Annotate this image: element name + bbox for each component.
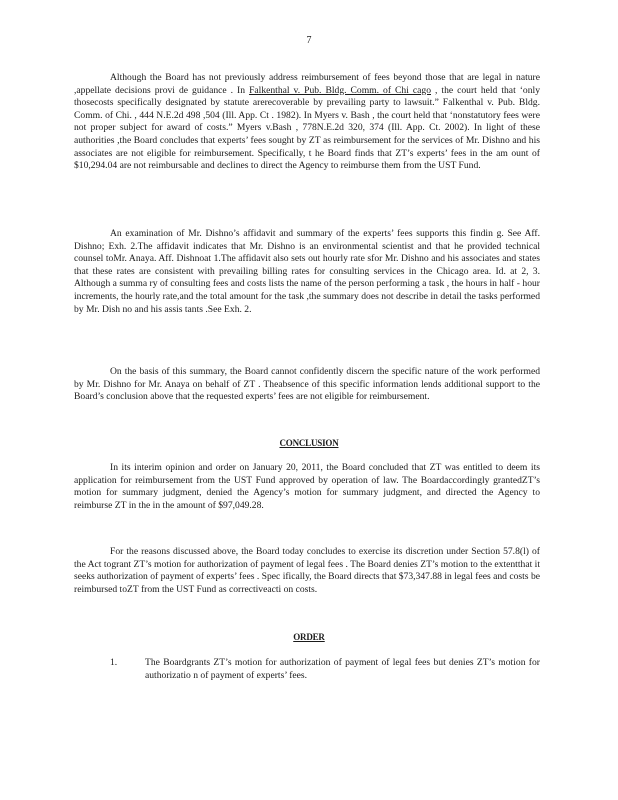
page-number: 7	[306, 35, 312, 46]
order-heading	[0, 631, 618, 644]
paragraph-reasons	[74, 546, 540, 596]
paragraph-text-pre: Although the Board has not previously address reimbursement of fees beyond those that are legal in nature ,appellate decisions provi de guidance . In	[74, 72, 540, 96]
paragraph-text: In its interim opinion and order on January 20, 2011, the Board concluded that ZT was entitled to deem its application for reimbursement from the UST Fund approved by operation of law. The Boardaccordingly grantedZT’s motion for summary judgment, denied the Agency’s motion for summary judgment, and directed the Agency to reimburse ZT in the in the amount of $97,049.28.	[74, 462, 540, 511]
paragraph-affidavit-examination	[74, 228, 540, 316]
paragraph-expert-fees-authority	[74, 72, 540, 173]
order-item-text: The Boardgrants ZT’s motion for authorization of payment of legal fees but denies ZT’s motion for authorizatio n of payment of experts’ fees.	[145, 657, 540, 681]
paragraph-summary-basis	[74, 366, 540, 404]
conclusion-heading	[0, 437, 618, 450]
case-citation: Falkenthal v. Pub. Bldg. Comm. of Chi cago	[249, 84, 431, 96]
paragraph-interim-opinion	[74, 462, 540, 512]
order-item-number: 1.	[110, 657, 118, 668]
paragraph-text: For the reasons discussed above, the Board today concludes to exercise its discretion under Section 57.8(l) of the Act togrant ZT’s motion for authorization of payment of legal fees . The Board denies ZT’s motion to the extentthat it seeks authorization of payment of experts’ fees . Spec ifically, the Board directs that $73,347.88 in legal fees and costs be reimbursed toZT from the UST Fund as correctiveacti on costs.	[74, 546, 540, 595]
paragraph-text: On the basis of this summary, the Board cannot confidently discern the specific nature of the work performed by Mr. Dishno for Mr. Anaya on behalf of ZT . Theabsence of this specific information lends additional support to the Board’s conclusion above that the requested experts’ fees are not eligible for reimbursement.	[74, 366, 540, 403]
order-heading-text: ORDER	[293, 632, 325, 642]
paragraph-text: An examination of Mr. Dishno’s affidavit and summary of the experts’ fees supports this findin g. See Aff. Dishno; Exh. 2.The affidavit indicates that Mr. Dishno is an environmental scientist and that he provided technical counsel toMr. Anaya. Aff. Dishnoat 1.The affidavit also sets out hourly rate sfor Mr. Dishno and his associates and states that these rates are consistent with prevailing billing rates for consulting services in the Chicago area. Id. at 2, 3. Although a summa ry of consulting fees and costs lists the name of the person performing a task , the hours in half - hour increments, the hourly rate,and the total amount for the task ,the summary does not describe in detail the tasks performed by Mr. Dish no and his assis tants .See Exh. 2.	[74, 228, 540, 315]
conclusion-heading-text: CONCLUSION	[279, 438, 339, 448]
paragraph-text-post: , the court held that ‘only thosecosts specifically designated by statute arerecoverable by prevailing party to lawsuit.” Falkenthal v. Pub. Bldg. Comm. of Chi. , 444 N.E.2d 498 ,504 (Ill. App. Ct . 1982). In Myers v. Bash , the court held that ‘nonstatutory fees were not proper subject for award of costs.” Myers v.Bash , 778N.E.2d 320, 374 (Ill. App. Ct. 2002). In light of these authorities ,the Board concludes that experts’ fees sought by ZT as reimbursement for the services of Mr. Dishno and his associates are not eligible for reimbursement. Specifically, t he Board finds that ZT’s experts’ fees in the am ount of $10,294.04 are not reimbursable and declines to direct the Agency to reimburse them from the UST Fund.	[74, 84, 540, 172]
